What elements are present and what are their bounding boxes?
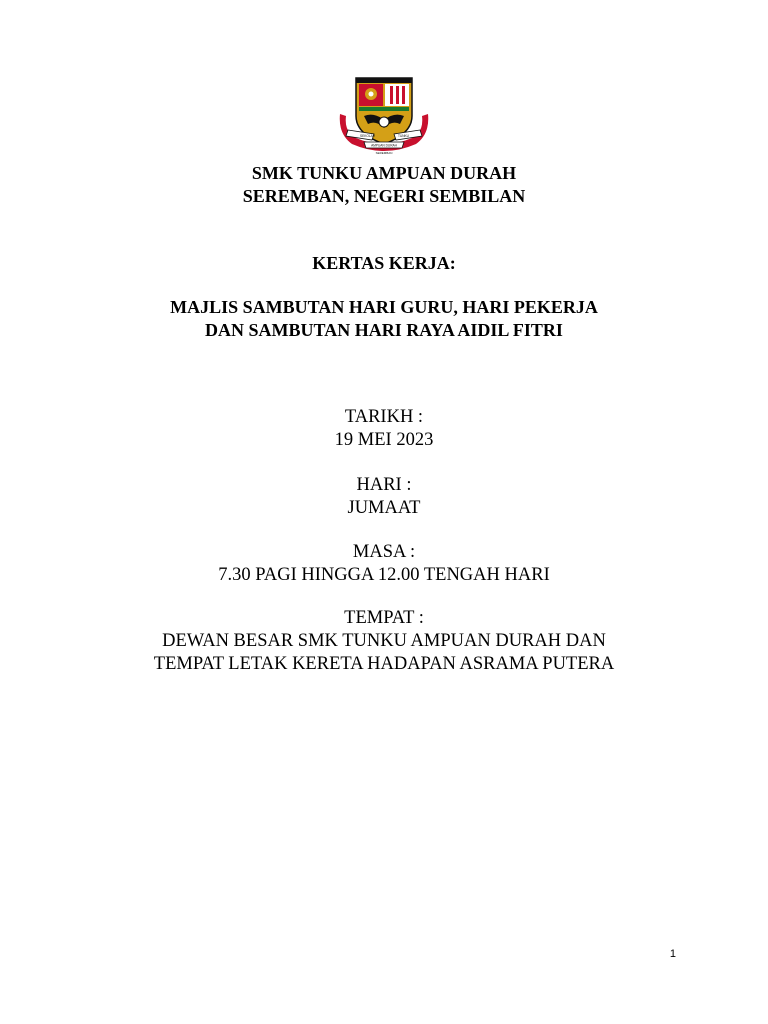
place-value-line1: DEWAN BESAR SMK TUNKU AMPUAN DURAH DAN: [162, 631, 606, 651]
date-section: [0, 406, 768, 452]
crest-stripe: [396, 86, 399, 104]
school-location: SEREMBAN, NEGERI SEMBILAN: [242, 186, 526, 206]
crest-center-circle: [379, 117, 389, 127]
paper-title-line1: MAJLIS SAMBUTAN HARI GURU, HARI PEKERJA: [170, 297, 598, 317]
day-label: HARI :: [356, 475, 412, 495]
crest-stripe: [390, 86, 393, 104]
crest-text-footer: SEREMBAN: [375, 151, 393, 155]
date-value: 19 MEI 2023: [334, 430, 434, 450]
school-header: [0, 162, 768, 208]
crest-text-top: SEKOLAH: [360, 134, 376, 138]
paper-label-block: [0, 252, 768, 275]
crest-green-band: [359, 107, 409, 111]
school-name: SMK TUNKU AMPUAN DURAH: [251, 163, 517, 183]
crest-text-bottom: AMPUAN DURAH: [371, 143, 397, 148]
place-value-line2: TEMPAT LETAK KERETA HADAPAN ASRAMA PUTERA: [153, 654, 615, 674]
place-label: TEMPAT :: [344, 608, 424, 628]
crest-text-right: TUNKU: [398, 134, 409, 138]
time-label: MASA :: [352, 542, 416, 562]
date-label: TARIKH :: [344, 407, 424, 427]
day-section: [0, 474, 768, 520]
page-number: 1: [669, 948, 676, 960]
school-crest-logo: [334, 72, 434, 156]
place-section: [0, 607, 768, 676]
paper-label: KERTAS KERJA:: [312, 253, 456, 273]
time-section: [0, 541, 768, 587]
paper-title-line2: DAN SAMBUTAN HARI RAYA AIDIL FITRI: [205, 320, 563, 340]
crest-stripe: [402, 86, 405, 104]
day-value: JUMAAT: [347, 498, 421, 518]
crest-emblem-center: [369, 92, 374, 97]
paper-title: [0, 296, 768, 342]
time-value: 7.30 PAGI HINGGA 12.00 TENGAH HARI: [218, 565, 550, 585]
crest-top-band: [356, 78, 412, 83]
